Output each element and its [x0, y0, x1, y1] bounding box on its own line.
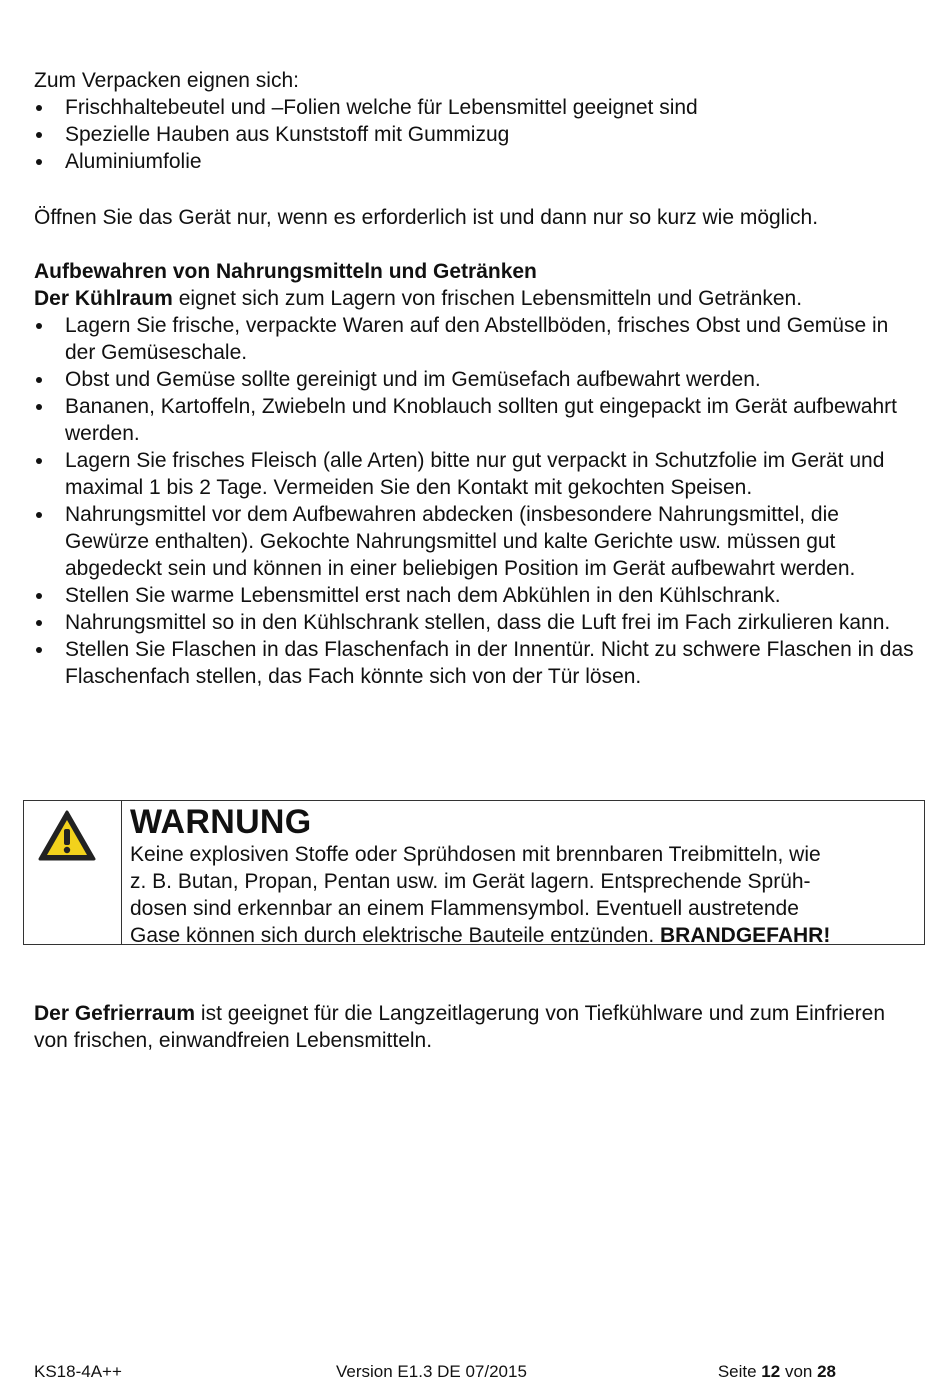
fridge-text: eignet sich zum Lagern von frischen Lebensmitteln und Getränken.	[172, 287, 803, 310]
warning-divider	[121, 801, 122, 944]
warning-line: dosen sind erkennbar an einem Flammensymbol. Eventuell austretende	[130, 897, 799, 920]
footer-model: KS18-4A++	[34, 1362, 122, 1381]
fridge-label: Der Kühlraum	[34, 287, 173, 310]
list-item: Spezielle Hauben aus Kunststoff mit Gummizug	[34, 121, 924, 148]
footer-page-number: Seite 12 von 28	[717, 1362, 836, 1381]
freezer-text: ist geeignet für die Langzeitlagerung von Tiefkühlware und zum Einfrieren von frischen, einwandfreien Lebensmitteln.	[34, 1002, 885, 1052]
list-item: Lagern Sie frische, verpackte Waren auf den Abstellböden, frisches Obst und Gemüse in der Gemüseschale.	[34, 312, 924, 366]
list-item: Stellen Sie Flaschen in das Flaschenfach in der Innentür. Nicht zu schwere Flaschen in das Flaschenfach stellen, das Fach könnte sich von der Tür lösen.	[34, 636, 924, 690]
warning-box	[23, 800, 925, 945]
warning-triangle-icon	[37, 809, 97, 863]
packing-heading: Zum Verpacken eignen sich:	[34, 69, 299, 92]
list-item: Obst und Gemüse sollte gereinigt und im Gemüsefach aufbewahrt werden.	[34, 366, 924, 393]
storage-heading: Aufbewahren von Nahrungsmitteln und Getränken	[34, 260, 537, 283]
warning-content	[130, 803, 920, 949]
warning-line-last: Gase können sich durch elektrische Bauteile entzünden. BRANDGEFAHR!	[130, 924, 831, 947]
list-item: Aluminiumfolie	[34, 148, 924, 175]
warning-line: z. B. Butan, Propan, Pentan usw. im Gerät lagern. Entsprechende Sprüh-	[130, 870, 811, 893]
warning-text	[130, 841, 920, 949]
packing-section	[34, 67, 924, 175]
open-door-note: Öffnen Sie das Gerät nur, wenn es erforderlich ist und dann nur so kurz wie möglich.	[34, 206, 819, 229]
warning-title: WARNUNG	[130, 803, 312, 841]
list-item: Stellen Sie warme Lebensmittel erst nach dem Abkühlen in den Kühlschrank.	[34, 582, 924, 609]
freezer-paragraph	[34, 1000, 894, 1054]
list-item: Frischhaltebeutel und –Folien welche für Lebensmittel geeignet sind	[34, 94, 924, 121]
page-footer	[34, 1362, 836, 1384]
list-item: Bananen, Kartoffeln, Zwiebeln und Knoblauch sollten gut eingepackt im Gerät aufbewahrt werden.	[34, 393, 924, 447]
fridge-intro	[34, 285, 924, 312]
fire-hazard-label: BRANDGEFAHR!	[660, 924, 831, 947]
list-item: Nahrungsmittel so in den Kühlschrank stellen, dass die Luft frei im Fach zirkulieren kann.	[34, 609, 924, 636]
warning-line: Keine explosiven Stoffe oder Sprühdosen mit brennbaren Treibmitteln, wie	[130, 843, 821, 866]
list-item: Lagern Sie frisches Fleisch (alle Arten) bitte nur gut verpackt in Schutzfolie im Gerät und maximal 1 bis 2 Tage. Vermeiden Sie den Kontakt mit gekochten Speisen.	[34, 447, 924, 501]
list-item: Nahrungsmittel vor dem Aufbewahren abdecken (insbesondere Nahrungsmittel, die Gewürze enthalten). Gekochte Nahrungsmittel und kalte Gerichte usw. müssen gut abgedeckt sein und können in einer beliebigen Position im Gerät aufbewahrt werden.	[34, 501, 924, 582]
footer-version: Version E1.3 DE 07/2015	[336, 1362, 527, 1381]
storage-section	[34, 258, 924, 690]
freezer-label: Der Gefrierraum	[34, 1002, 196, 1025]
packing-list	[34, 94, 924, 175]
storage-list	[34, 312, 924, 690]
